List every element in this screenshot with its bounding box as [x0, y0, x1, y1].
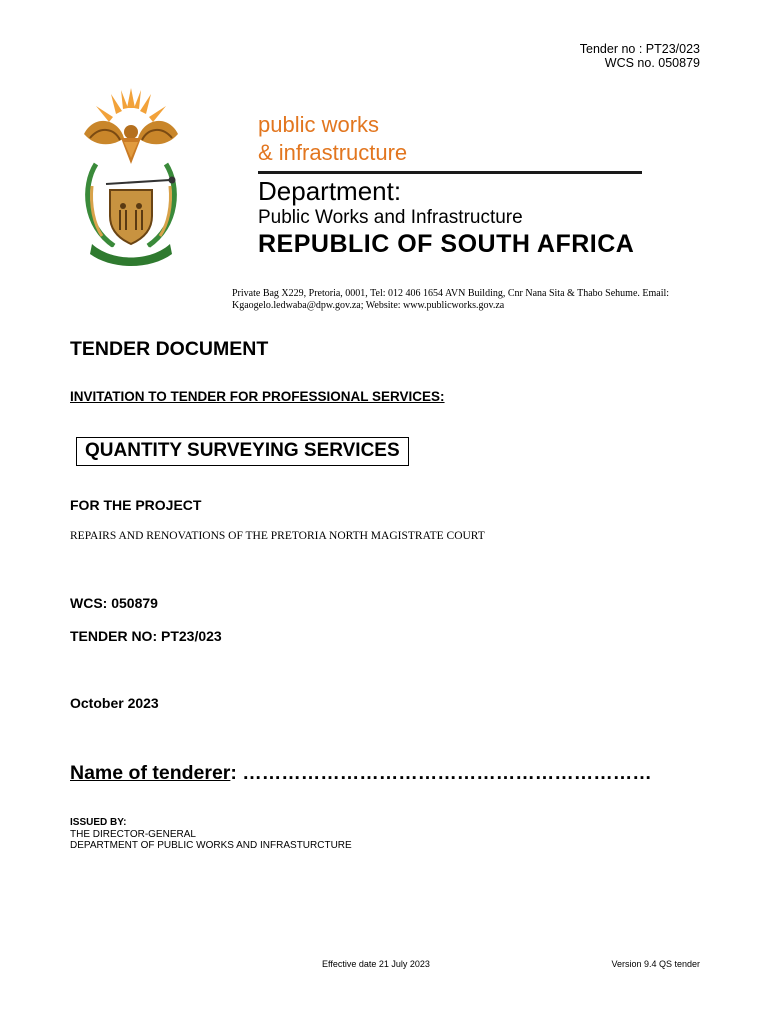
version-label: Version 9.4 QS tender	[611, 959, 700, 969]
department-name: Public Works and Infrastructure	[258, 207, 523, 228]
issued-by-line-1: THE DIRECTOR-GENERAL	[70, 828, 196, 840]
tenderer-colon: :	[230, 762, 237, 784]
issued-by-line-2: DEPARTMENT OF PUBLIC WORKS AND INFRASTURCTURE	[70, 840, 352, 851]
brand-line-public-works: public works	[258, 112, 380, 137]
brand-line-infrastructure: & infrastructure	[258, 140, 408, 165]
wcs-number: WCS: 050879	[70, 595, 158, 611]
wcs-number-line: WCS no. 050879	[604, 56, 700, 70]
tender-number-line: Tender no : PT23/023	[579, 42, 700, 56]
service-title-box: QUANTITY SURVEYING SERVICES	[76, 437, 409, 466]
document-date: October 2023	[70, 695, 159, 711]
project-heading: FOR THE PROJECT	[70, 497, 202, 513]
coat-of-arms-icon	[66, 86, 196, 266]
document-title: TENDER DOCUMENT	[70, 338, 269, 360]
tenderer-label: Name of tenderer	[70, 762, 231, 784]
brand-divider	[258, 171, 642, 174]
invitation-heading: INVITATION TO TENDER FOR PROFESSIONAL SERVICES:	[70, 389, 445, 404]
tender-reference	[580, 42, 700, 70]
tenderer-dots[interactable]: ………………………………………………………	[236, 762, 652, 784]
issued-by-heading: ISSUED BY:	[70, 817, 127, 828]
department-label: Department:	[258, 176, 402, 206]
crest-motto: !KE E: /XARRA //KE	[105, 247, 157, 253]
effective-date: Effective date 21 July 2023	[322, 959, 430, 969]
project-name: REPAIRS AND RENOVATIONS OF THE PRETORIA NORTH MAGISTRATE COURT	[70, 530, 485, 542]
country-name: REPUBLIC OF SOUTH AFRICA	[258, 230, 635, 258]
tender-number: TENDER NO: PT23/023	[70, 628, 222, 644]
contact-details: Private Bag X229, Pretoria, 0001, Tel: 012 406 1654 AVN Building, Cnr Nana Sita & Thabo Sehume. Email: Kgaogelo.ledwaba@dpw.gov.za; Website: www.publicworks.gov.za	[232, 288, 670, 311]
issued-by-block	[70, 817, 352, 852]
tenderer-name-field[interactable]	[70, 762, 652, 785]
coat-of-arms-logo	[66, 86, 196, 266]
